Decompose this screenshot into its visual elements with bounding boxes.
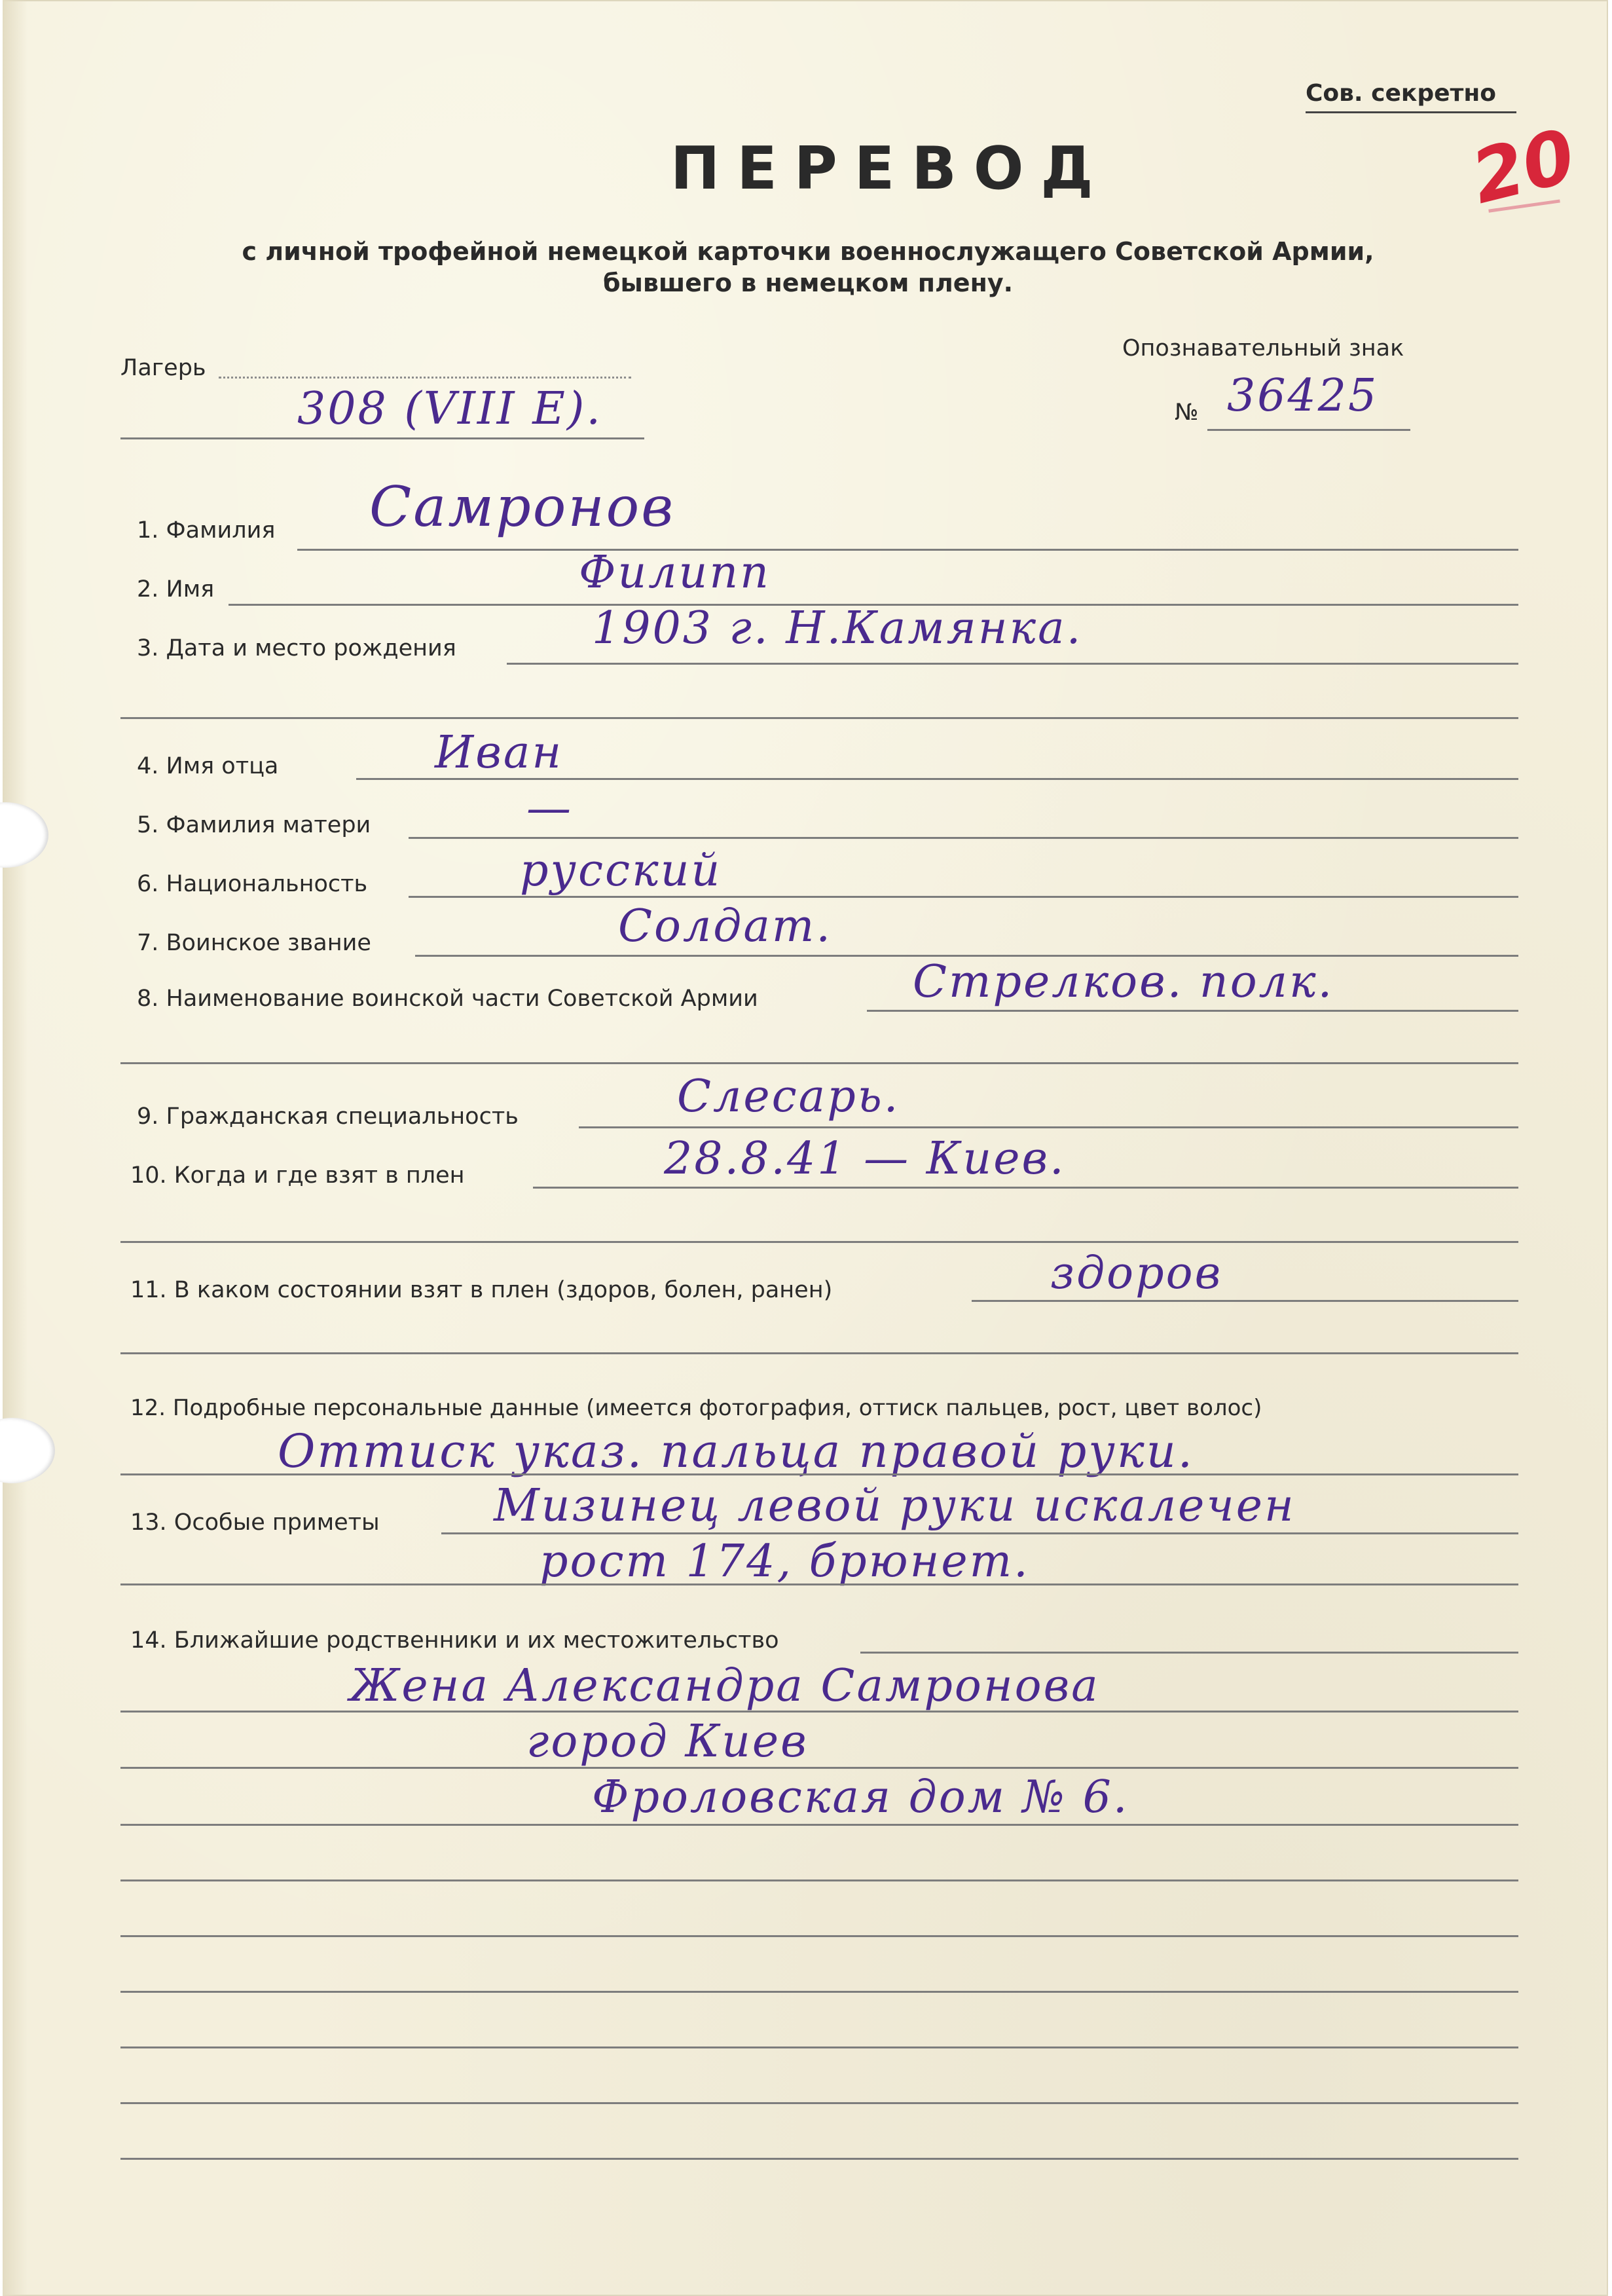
- classification-stamp: Сов. секретно: [1306, 80, 1496, 107]
- punch-hole: [0, 1418, 55, 1483]
- id-number-sign: №: [1175, 399, 1199, 426]
- field-14-line2: [120, 1711, 1518, 1713]
- field-4-value: Иван: [435, 727, 564, 779]
- field-10-value: 28.8.41 — Киев.: [664, 1133, 1066, 1185]
- document-page: [3, 0, 1608, 2296]
- field-7-label: 7. Воинское звание: [137, 930, 371, 956]
- id-tag-value: 36425: [1227, 370, 1379, 422]
- field-3-value: 1903 г. Н.Камянка.: [592, 602, 1083, 654]
- camp-line: [219, 377, 631, 379]
- blank-line: [120, 2102, 1518, 2104]
- field-13-value2: рост 174, брюнет.: [540, 1536, 1030, 1587]
- field-2-value: Филипп: [579, 547, 771, 599]
- field-10-line2: [120, 1241, 1518, 1243]
- field-9-line: [579, 1126, 1518, 1128]
- field-14-value: Жена Александра Самронова: [350, 1660, 1100, 1712]
- document-title: ПЕРЕВОД: [670, 134, 1110, 203]
- field-3-line2: [120, 717, 1518, 719]
- archive-number: 20: [1463, 113, 1584, 221]
- field-10-line: [533, 1187, 1518, 1189]
- camp-value: 308 (VIII E).: [297, 383, 603, 435]
- camp-label: Лагерь: [120, 355, 206, 381]
- field-8-label: 8. Наименование воинской части Советской Армии: [137, 986, 758, 1012]
- field-10-label: 10. Когда и где взят в плен: [130, 1162, 465, 1189]
- field-7-value: Солдат.: [618, 900, 832, 952]
- field-6-line: [409, 896, 1518, 898]
- blank-line: [120, 1879, 1518, 1881]
- document-subtitle-line2: бывшего в немецком плену.: [602, 268, 1014, 297]
- field-9-label: 9. Гражданская специальность: [137, 1103, 519, 1130]
- paper-edge-shading: [3, 0, 27, 2296]
- field-11-label: 11. В каком состоянии взят в плен (здоров, болен, ранен): [130, 1277, 833, 1303]
- field-8-value: Стрелков. полк.: [913, 956, 1334, 1008]
- field-13-line: [441, 1532, 1518, 1534]
- field-14-value3: Фроловская дом № 6.: [592, 1771, 1129, 1823]
- field-1-value: Самронов: [369, 475, 676, 539]
- field-6-value: русский: [520, 845, 722, 897]
- blank-line: [120, 2158, 1518, 2160]
- field-14-line3: [120, 1767, 1518, 1769]
- field-12-line: [120, 1473, 1518, 1475]
- field-13-label: 13. Особые приметы: [130, 1509, 380, 1536]
- blank-line: [120, 2046, 1518, 2048]
- field-5-line: [409, 837, 1518, 839]
- field-11-line: [972, 1300, 1518, 1302]
- field-5-label: 5. Фамилия матери: [137, 812, 371, 838]
- id-tag-underline: [1207, 429, 1410, 431]
- field-14-label: 14. Ближайшие родственники и их местожительство: [130, 1627, 779, 1654]
- field-3-line: [507, 663, 1518, 665]
- field-11-value: здоров: [1050, 1248, 1223, 1299]
- field-14-line4: [120, 1824, 1518, 1826]
- field-14-line: [860, 1652, 1518, 1654]
- field-11-line2: [120, 1352, 1518, 1354]
- classification-underline: [1306, 111, 1516, 113]
- field-12-label: 12. Подробные персональные данные (имеется фотография, оттиск пальцев, рост, цвет волос): [130, 1395, 1262, 1421]
- field-4-label: 4. Имя отца: [137, 753, 279, 779]
- field-1-label: 1. Фамилия: [137, 517, 276, 544]
- blank-line: [120, 1991, 1518, 1993]
- field-4-line: [356, 778, 1518, 780]
- camp-underline: [120, 437, 644, 439]
- field-8-line: [867, 1010, 1518, 1012]
- field-2-label: 2. Имя: [137, 576, 215, 602]
- document-subtitle-line1: с личной трофейной немецкой карточки военнослужащего Советской Армии,: [242, 237, 1374, 266]
- field-14-value2: город Киев: [526, 1716, 809, 1768]
- field-6-label: 6. Национальность: [137, 871, 368, 897]
- field-13-line2: [120, 1583, 1518, 1585]
- field-1-line: [297, 549, 1518, 551]
- id-tag-label: Опознавательный знак: [1122, 335, 1404, 361]
- field-12-value: Оттиск указ. пальца правой руки.: [278, 1424, 1195, 1478]
- field-3-label: 3. Дата и место рождения: [137, 635, 456, 661]
- punch-hole: [0, 802, 48, 868]
- field-8-line2: [120, 1062, 1518, 1064]
- field-9-value: Слесарь.: [677, 1071, 900, 1122]
- field-13-value: Мизинец левой руки искалечен: [494, 1480, 1296, 1532]
- field-5-value: —: [526, 783, 573, 834]
- blank-line: [120, 1935, 1518, 1937]
